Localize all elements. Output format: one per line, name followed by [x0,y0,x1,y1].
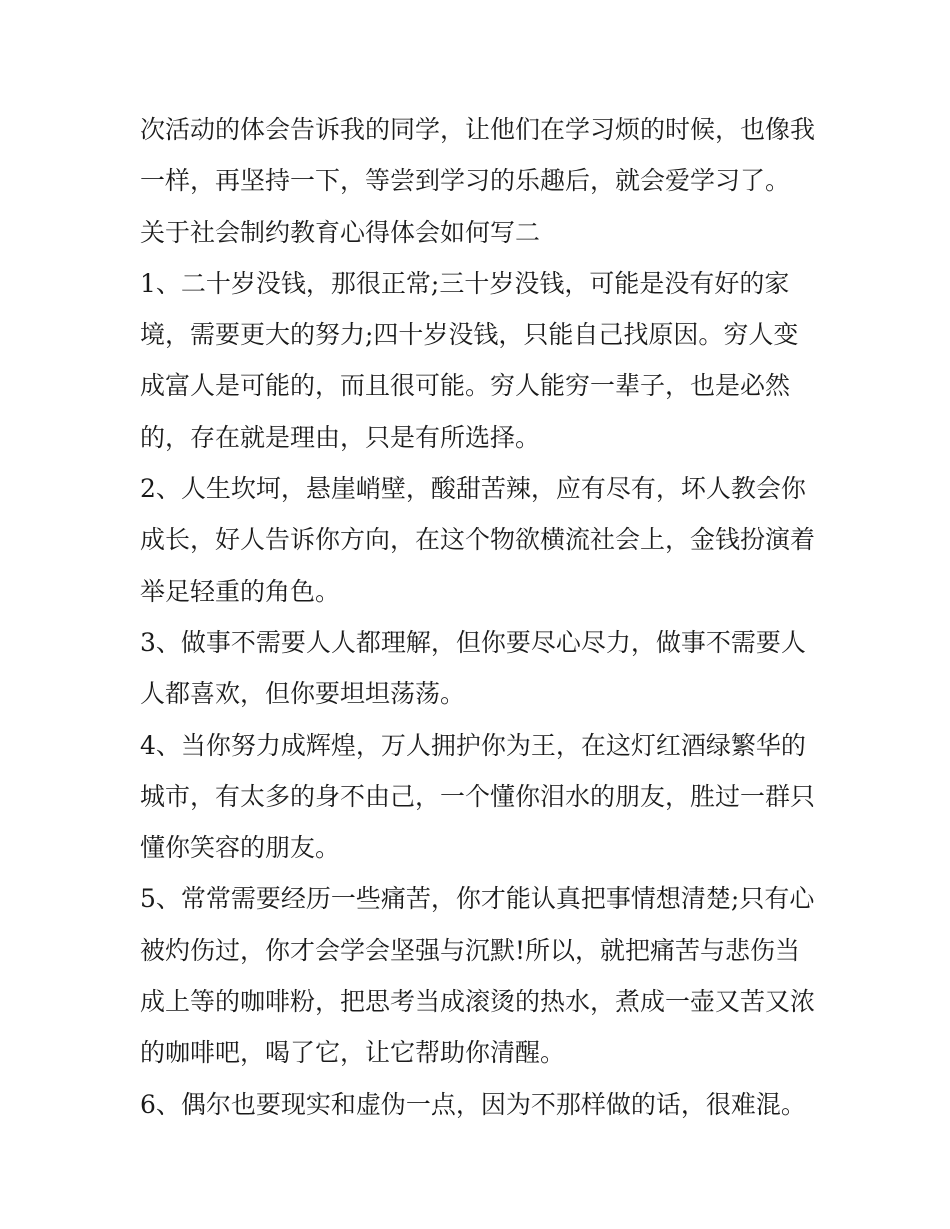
text-line: 人都喜欢，但你要坦坦荡荡。 [140,679,466,709]
list-item-4: 4、当你努力成辉煌，万人拥护你为王，在这灯红酒绿繁华的 [140,730,806,760]
text-line: 城市，有太多的身不由己，一个懂你泪水的朋友，胜过一群只 [140,781,816,811]
list-item-6: 6、偶尔也要现实和虚伪一点，因为不那样做的话，很难混。 [140,1089,806,1119]
section-heading: 关于社会制约教育心得体会如何写二 [140,217,541,247]
text-line: 一样，再坚持一下，等尝到学习的乐趣后，就会爱学习了。 [140,166,791,196]
text-line: 被灼伤过，你才会学会坚强与沉默!所以，就把痛苦与悲伤当 [140,935,801,965]
text-line: 成上等的咖啡粉，把思考当成滚烫的热水，煮成一壶又苦又浓 [140,987,816,1017]
document-body [140,104,820,1130]
text-line: 境，需要更大的努力;四十岁没钱，只能自己找原因。穷人变 [140,320,799,350]
list-item-3: 3、做事不需要人人都理解，但你要尽心尽力，做事不需要人 [140,627,806,657]
text-line: 成长，好人告诉你方向，在这个物欲横流社会上，金钱扮演着 [140,525,816,555]
list-item-5: 5、常常需要经历一些痛苦，你才能认真把事情想清楚;只有心 [140,884,815,914]
list-item-1: 1、二十岁没钱，那很正常;三十岁没钱，可能是没有好的家 [140,268,790,298]
text-line: 举足轻重的角色。 [140,576,341,606]
text-line: 的，存在就是理由，只是有所选择。 [140,422,541,452]
text-line: 次活动的体会告诉我的同学，让他们在学习烦的时候，也像我 [140,115,816,144]
text-line: 懂你笑容的朋友。 [140,833,341,863]
text-line: 的咖啡吧，喝了它，让它帮助你清醒。 [140,1038,566,1068]
text-line: 成富人是可能的，而且很可能。穷人能穷一辈子，也是必然 [140,371,791,401]
list-item-2: 2、人生坎坷，悬崖峭壁，酸甜苦辣，应有尽有，坏人教会你 [140,474,806,504]
